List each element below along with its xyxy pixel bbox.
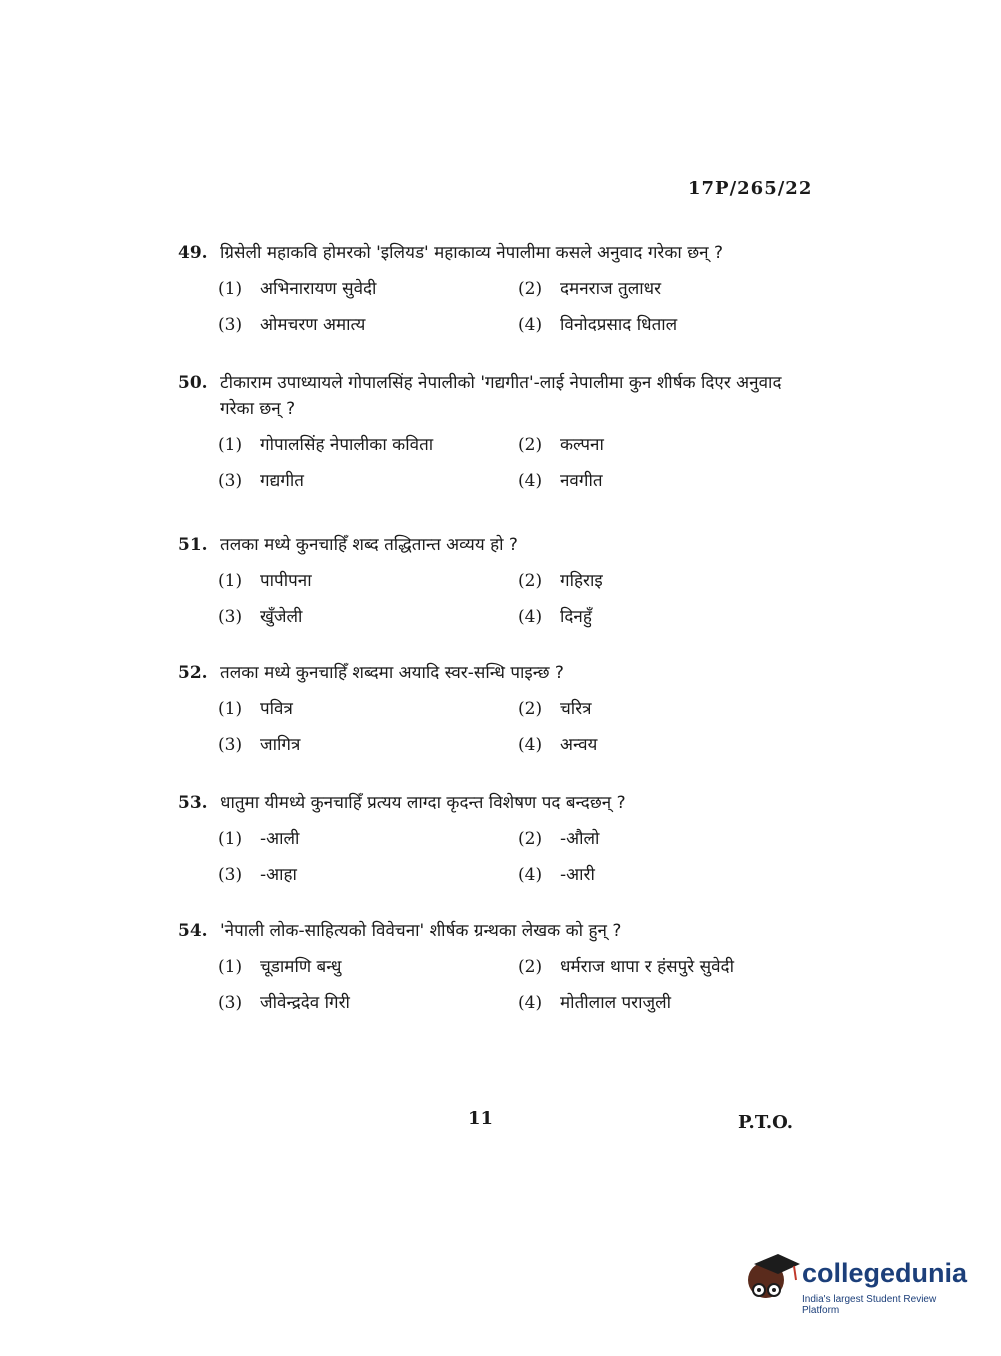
- question-54: [178, 918, 818, 1016]
- option-4: [518, 604, 818, 630]
- option-number: (2): [518, 279, 543, 299]
- question-52: [178, 660, 818, 758]
- option-3: [218, 732, 518, 758]
- option-text: चूडामणि बन्धु: [260, 957, 342, 977]
- mascot-icon: [744, 1250, 800, 1312]
- option-1: [218, 432, 518, 458]
- option-number: (4): [518, 993, 543, 1013]
- option-number: (2): [518, 957, 543, 977]
- option-text: कल्पना: [560, 435, 604, 455]
- option-3: [218, 604, 518, 630]
- option-1: [218, 276, 518, 302]
- question-number: 53.: [178, 793, 208, 813]
- option-text: गहिराइ: [560, 571, 603, 591]
- option-text: -आली: [260, 829, 300, 849]
- option-text: पवित्र: [260, 699, 293, 719]
- question-51: [178, 532, 818, 630]
- option-number: (1): [218, 699, 243, 719]
- option-4: [518, 862, 818, 888]
- option-number: (4): [518, 865, 543, 885]
- question-text: 'नेपाली लोक-साहित्यको विवेचना' शीर्षक ग्रन्थका लेखक को हुन् ?: [220, 921, 622, 941]
- question-53: [178, 790, 818, 888]
- question-text: धातुमा यीमध्ये कुनचाहिँ प्रत्यय लाग्दा कृदन्त विशेषण पद बन्दछन् ?: [220, 793, 626, 813]
- option-text: अन्वय: [560, 735, 598, 755]
- option-text: मोतीलाल पराजुली: [560, 993, 672, 1013]
- option-number: (3): [218, 315, 243, 335]
- option-text: दिनहुँ: [560, 607, 592, 627]
- option-text: -आरी: [560, 865, 595, 885]
- option-text: खुँजेली: [260, 607, 303, 627]
- option-2: [518, 826, 818, 852]
- option-2: [518, 568, 818, 594]
- option-3: [218, 862, 518, 888]
- option-number: (3): [218, 607, 243, 627]
- option-2: [518, 432, 818, 458]
- question-text: तलका मध्ये कुनचाहिँ शब्दमा अयादि स्वर-सन्धि पाइन्छ ?: [220, 663, 564, 683]
- option-text: विनोदप्रसाद धिताल: [560, 315, 678, 335]
- question-number: 52.: [178, 663, 208, 683]
- question-50: [178, 370, 818, 494]
- collegedunia-logo: [744, 1250, 974, 1316]
- option-text: गद्यगीत: [260, 471, 304, 491]
- question-number: 49.: [178, 243, 208, 263]
- option-2: [518, 696, 818, 722]
- question-number: 54.: [178, 921, 208, 941]
- brand-name: collegedunia: [802, 1258, 968, 1288]
- option-text: नवगीत: [560, 471, 603, 491]
- option-number: (4): [518, 607, 543, 627]
- option-number: (2): [518, 829, 543, 849]
- please-turn-over: P.T.O.: [738, 1112, 794, 1133]
- option-text: जागित्र: [260, 735, 301, 755]
- option-number: (1): [218, 279, 243, 299]
- option-4: [518, 468, 818, 494]
- option-number: (3): [218, 993, 243, 1013]
- option-text: -आहा: [260, 865, 297, 885]
- option-number: (1): [218, 829, 243, 849]
- question-49: [178, 240, 818, 338]
- option-text: गोपालसिंह नेपालीका कविता: [260, 435, 434, 455]
- option-text: -औलो: [560, 829, 600, 849]
- paper-code: 17P/265/22: [688, 178, 813, 199]
- option-text: दमनराज तुलाधर: [560, 279, 662, 299]
- option-4: [518, 990, 818, 1016]
- option-1: [218, 954, 518, 980]
- option-1: [218, 696, 518, 722]
- option-2: [518, 954, 818, 980]
- page-number: 11: [468, 1108, 494, 1129]
- option-number: (1): [218, 571, 243, 591]
- option-4: [518, 732, 818, 758]
- option-number: (1): [218, 957, 243, 977]
- question-number: 50.: [178, 373, 208, 393]
- option-number: (3): [218, 865, 243, 885]
- option-2: [518, 276, 818, 302]
- option-number: (2): [518, 699, 543, 719]
- option-number: (2): [518, 571, 543, 591]
- option-number: (4): [518, 735, 543, 755]
- question-number: 51.: [178, 535, 208, 555]
- brand-tagline: India's largest Student Review Platform: [802, 1294, 937, 1316]
- option-4: [518, 312, 818, 338]
- question-text: तलका मध्ये कुनचाहिँ शब्द तद्धितान्त अव्यय हो ?: [220, 535, 518, 555]
- option-1: [218, 568, 518, 594]
- question-text: ग्रिसेली महाकवि होमरको 'इलियड' महाकाव्य नेपालीमा कसले अनुवाद गरेका छन् ?: [220, 243, 723, 263]
- option-number: (3): [218, 735, 243, 755]
- option-text: धर्मराज थापा र हंसपुरे सुवेदी: [560, 957, 734, 977]
- option-1: [218, 826, 518, 852]
- option-3: [218, 312, 518, 338]
- option-number: (4): [518, 471, 543, 491]
- question-text: टीकाराम उपाध्यायले गोपालसिंह नेपालीको 'गद्यगीत'-लाई नेपालीमा कुन शीर्षक दिएर अनुवाद गरेका छन् ?: [220, 373, 782, 419]
- option-text: अभिनारायण सुवेदी: [260, 279, 377, 299]
- option-text: चरित्र: [560, 699, 592, 719]
- option-text: पापीपना: [260, 571, 312, 591]
- option-text: ओमचरण अमात्य: [260, 315, 366, 335]
- option-3: [218, 468, 518, 494]
- option-number: (3): [218, 471, 243, 491]
- option-number: (2): [518, 435, 543, 455]
- option-text: जीवेन्द्रदेव गिरी: [260, 993, 350, 1013]
- option-number: (1): [218, 435, 243, 455]
- option-3: [218, 990, 518, 1016]
- option-number: (4): [518, 315, 543, 335]
